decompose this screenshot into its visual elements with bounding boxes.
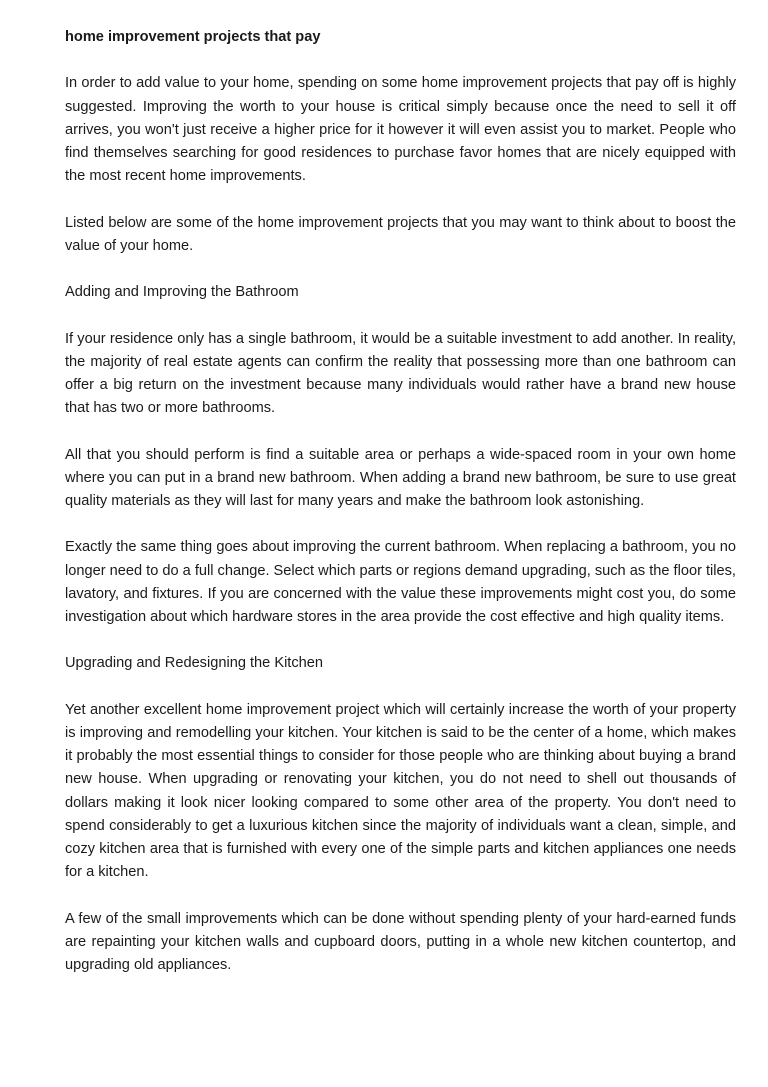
paragraph-kitchen-2: A few of the small improvements which can be done without spending plenty of your hard-earned funds are repainting your kitchen walls and cupboard doors, putting in a whole new kitchen countertop, and upgrading old appliances. — [65, 910, 736, 973]
document-title: home improvement projects that pay — [65, 29, 321, 45]
document-page — [65, 26, 736, 1000]
paragraph-bathroom-3: Exactly the same thing goes about improving the current bathroom. When replacing a bathroom, you no longer need to do a full change. Select which parts or regions demand upgrading, such as the floor tiles, lavatory, and fixtures. If you are concerned with the value these improvements might cost you, do some investigation about which hardware stores in the area provide the cost effective and high quality items. — [65, 539, 736, 625]
paragraph-bathroom-2: All that you should perform is find a suitable area or perhaps a wide-spaced room in your own home where you can put in a brand new bathroom. When adding a brand new bathroom, be sure to use great quality materials as they will last for many years and make the bathroom look astonishing. — [65, 446, 736, 509]
paragraph-list-intro: Listed below are some of the home improvement projects that you may want to think about to boost the value of your home. — [65, 214, 736, 254]
section-heading-bathroom: Adding and Improving the Bathroom — [65, 284, 299, 301]
paragraph-kitchen-1: Yet another excellent home improvement project which will certainly increase the worth of your property is improving and remodelling your kitchen. Your kitchen is said to be the center of a home, which makes it probably the most essential things to consider for those people who are thinking about buying a brand new house. When upgrading or renovating your kitchen, you do not need to shell out thousands of dollars making it look nicer looking compared to some other area of the property. You don't need to spend considerably to get a luxurious kitchen since the majority of individuals want a clean, simple, and cozy kitchen area that is furnished with every one of the simple parts and kitchen appliances one needs for a kitchen. — [65, 701, 736, 881]
section-heading-kitchen: Upgrading and Redesigning the Kitchen — [65, 655, 324, 672]
paragraph-bathroom-1: If your residence only has a single bathroom, it would be a suitable investment to add another. In reality, the majority of real estate agents can confirm the reality that possessing more than one bathroom can offer a big return on the investment because many individuals would rather have a brand new house that has two or more bathrooms. — [65, 330, 736, 417]
paragraph-intro: In order to add value to your home, spending on some home improvement projects that pay off is highly suggested. Improving the worth to your house is critical simply because once the need to sell it off arrives, you won't just receive a higher price for it however it will even assist you to market. People who find themselves searching for good residences to purchase favor homes that are nicely equipped with the most recent home improvements. — [65, 75, 736, 185]
